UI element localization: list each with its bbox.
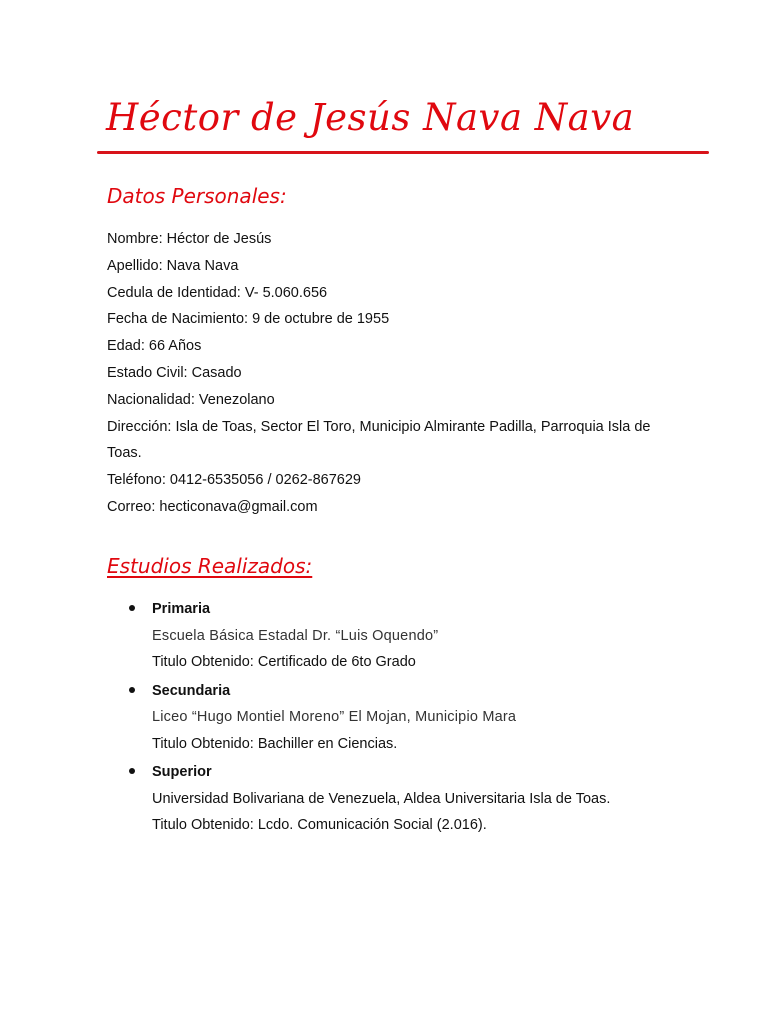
study-institution: Escuela Básica Estadal Dr. “Luis Oquendo” — [152, 627, 439, 644]
personal-data-block — [107, 226, 667, 521]
study-degree: Titulo Obtenido: Certificado de 6to Grado — [152, 654, 416, 670]
studies-list — [0, 596, 768, 839]
field-correo: Correo: hecticonava@gmail.com — [107, 498, 318, 515]
study-institution: Universidad Bolivariana de Venezuela, Aldea Universitaria Isla de Toas. — [152, 790, 611, 807]
field-telefono: Teléfono: 0412-6535056 / 0262-867629 — [107, 472, 361, 489]
resume-title: Héctor de Jesús Nava Nava — [106, 96, 635, 139]
study-degree: Titulo Obtenido: Lcdo. Comunicación Social (2.016). — [152, 817, 487, 833]
section-heading-studies: Estudios Realizados: — [107, 554, 313, 578]
bullet-icon — [129, 605, 135, 611]
study-item-primaria — [0, 596, 768, 676]
study-degree: Titulo Obtenido: Bachiller en Ciencias. — [152, 735, 398, 752]
bullet-icon — [129, 687, 135, 693]
field-edad: Edad: 66 Años — [107, 338, 202, 355]
study-item-secundaria — [0, 678, 768, 758]
study-level: Superior — [152, 764, 212, 780]
section-heading-personal: Datos Personales: — [107, 184, 287, 208]
field-cedula: Cedula de Identidad: V- 5.060.656 — [107, 284, 328, 301]
field-estado-civil: Estado Civil: Casado — [107, 364, 242, 381]
study-level: Primaria — [152, 601, 211, 617]
field-fecha-nacimiento: Fecha de Nacimiento: 9 de octubre de 1955 — [107, 311, 390, 328]
study-item-superior — [0, 759, 768, 839]
bullet-icon — [129, 768, 135, 774]
field-apellido: Apellido: Nava Nava — [107, 257, 239, 274]
title-underline-rule — [97, 151, 709, 154]
study-institution: Liceo “Hugo Montiel Moreno” El Mojan, Municipio Mara — [152, 709, 517, 725]
study-level: Secundaria — [152, 682, 231, 699]
field-direccion: Dirección: Isla de Toas, Sector El Toro, Municipio Almirante Padilla, Parroquia Isla de Toas. — [107, 418, 651, 462]
field-nacionalidad: Nacionalidad: Venezolano — [107, 391, 275, 408]
field-nombre: Nombre: Héctor de Jesús — [107, 231, 272, 247]
